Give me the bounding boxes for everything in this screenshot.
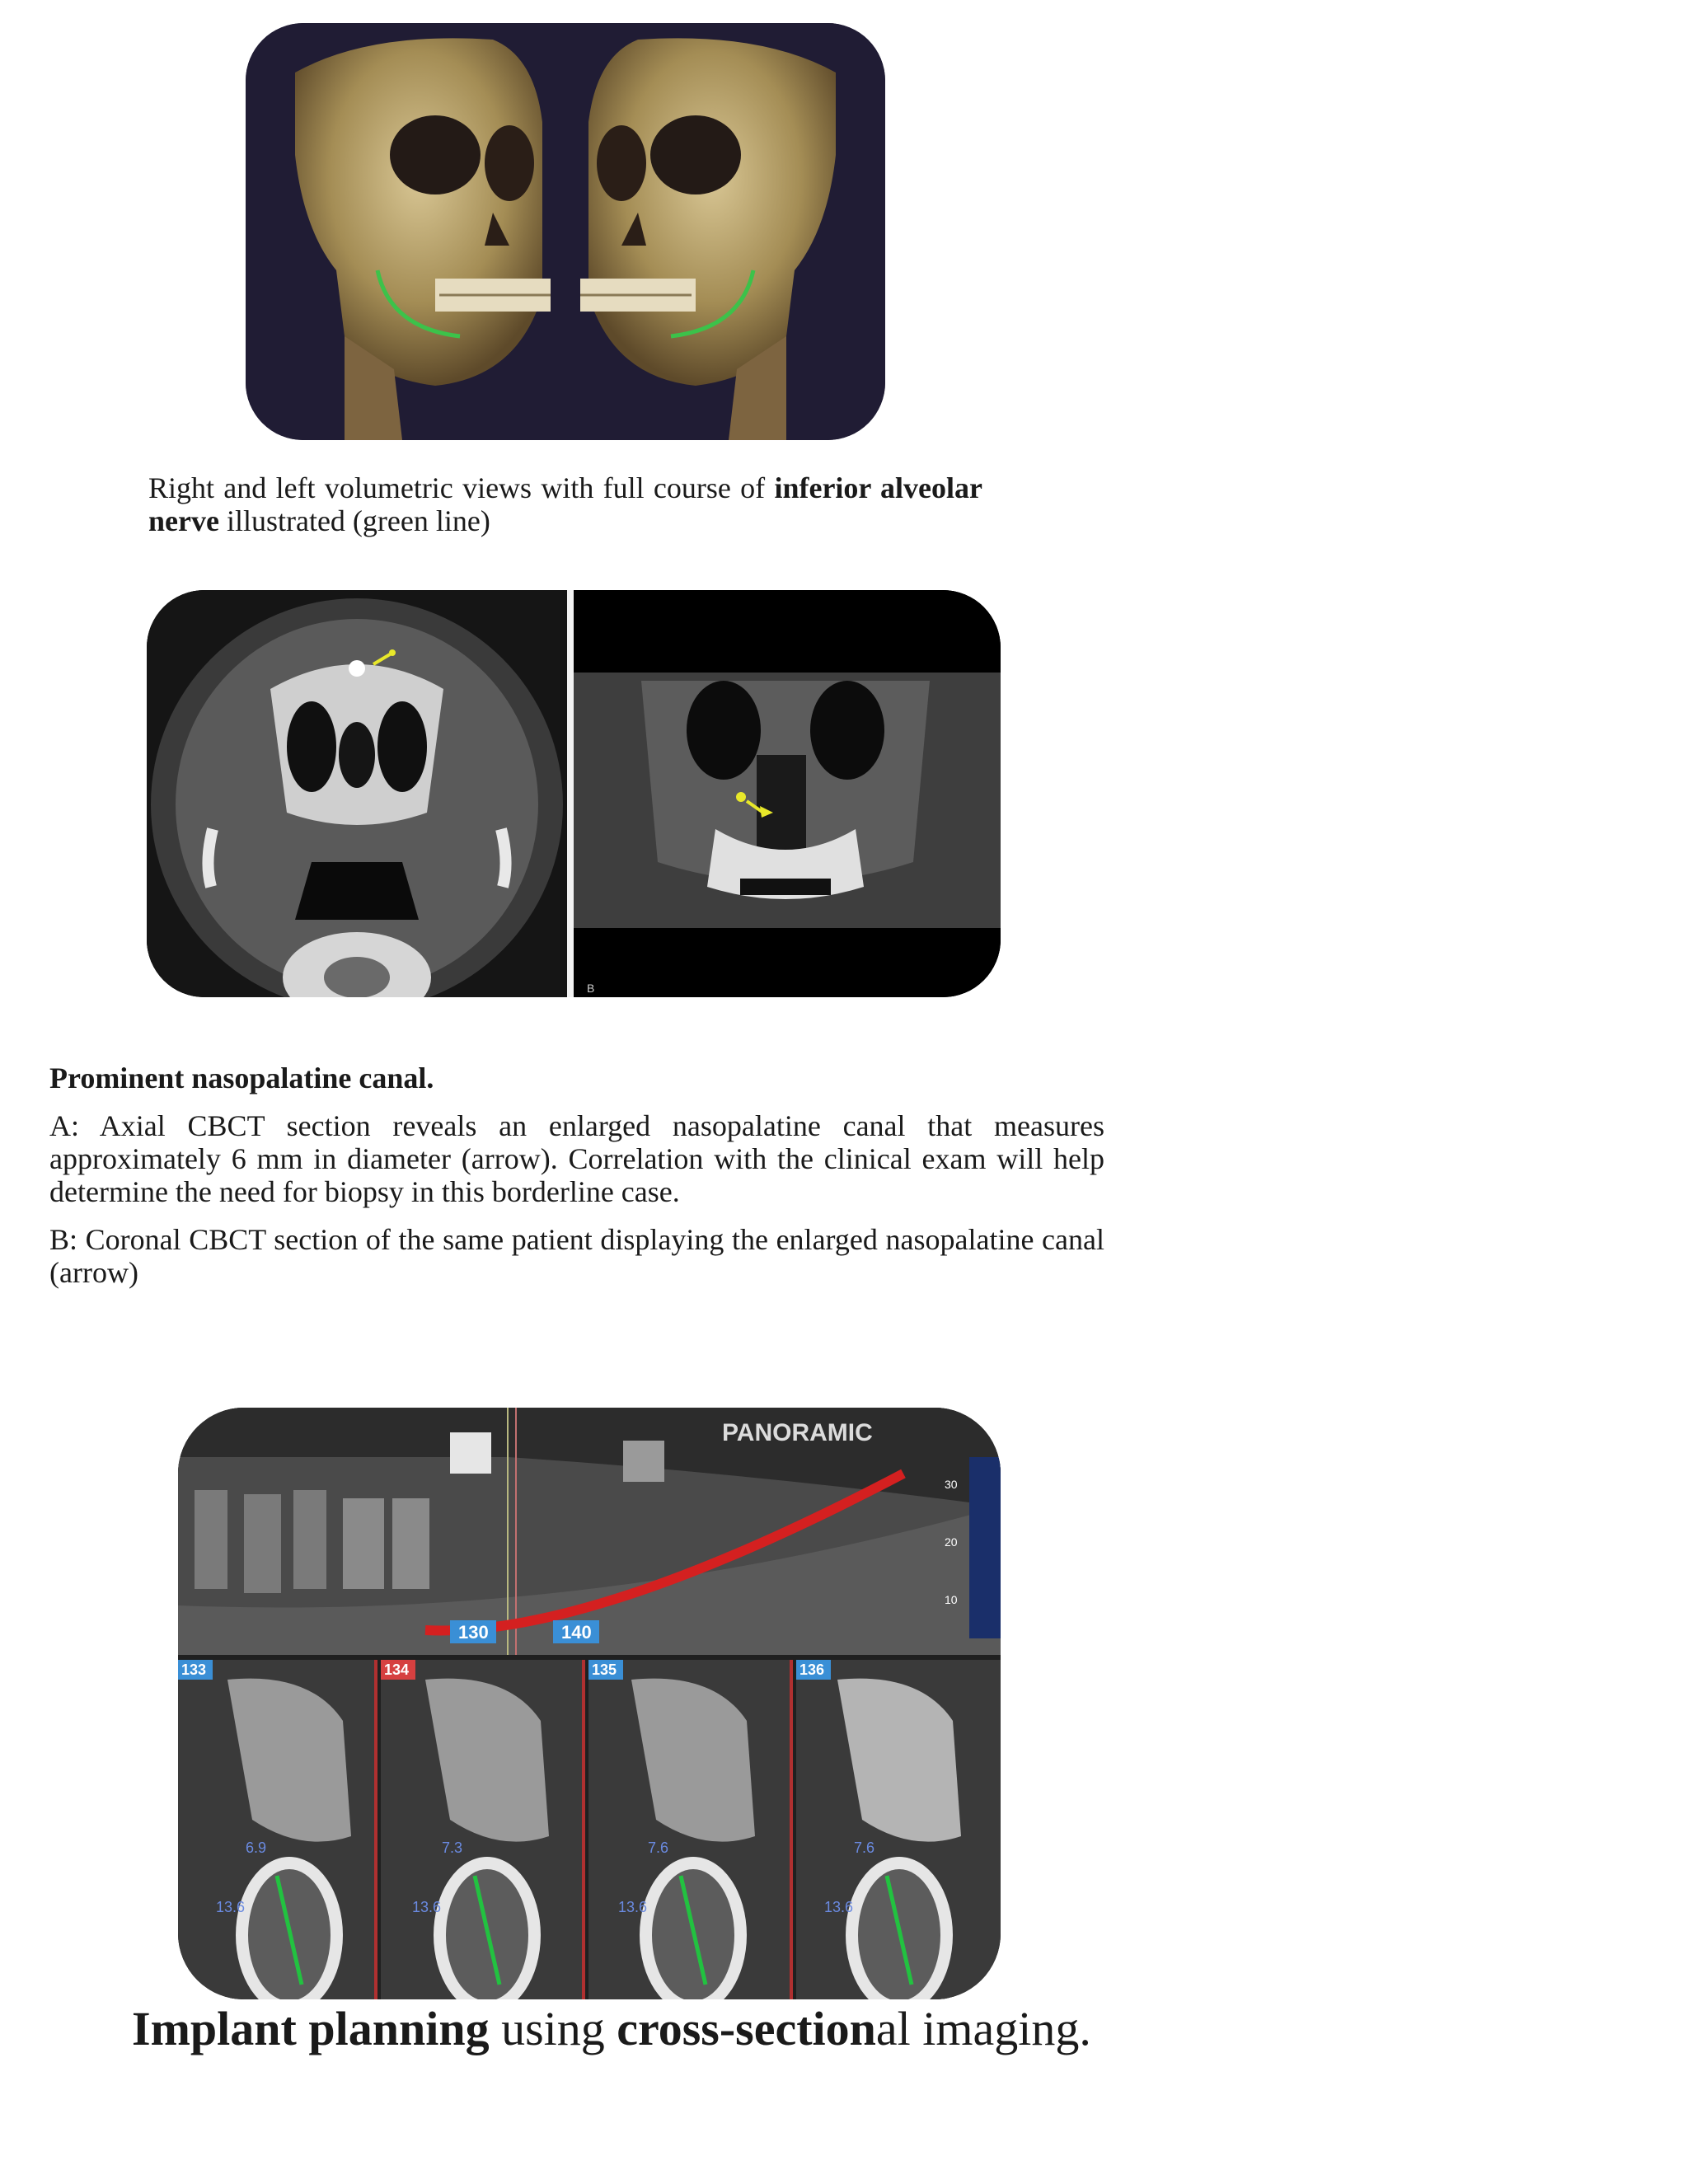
panoramic-label: PANORAMIC xyxy=(722,1419,873,1446)
figure2-paragraph-b: B: Coronal CBCT section of the same patient displaying the enlarged nasopalatine canal (arrow) xyxy=(49,1223,1104,1289)
figure3-caption xyxy=(132,2003,1091,2055)
skull-image-icon xyxy=(246,23,885,440)
height-value: 13.6 xyxy=(216,1899,246,1915)
height-value: 13.6 xyxy=(412,1899,442,1915)
figure2-heading: Prominent nasopalatine canal. xyxy=(49,1062,434,1094)
ruler-mark: 20 xyxy=(945,1535,958,1549)
section-number: 136 xyxy=(799,1661,825,1678)
caption-bold-term: Implant planning xyxy=(132,2002,490,2055)
caption-text: illustrated (green line) xyxy=(218,504,490,537)
width-value: 7.6 xyxy=(648,1840,669,1856)
section-number: 135 xyxy=(592,1661,617,1678)
caption-text: using xyxy=(489,2002,617,2055)
ruler-mark: 30 xyxy=(945,1478,958,1491)
slice-marker: 140 xyxy=(561,1622,592,1643)
width-value: 7.6 xyxy=(854,1840,875,1856)
height-value: 13.6 xyxy=(824,1899,854,1915)
caption-text: al imaging. xyxy=(875,2002,1091,2055)
cbct-nasopalatine-figure xyxy=(147,590,1001,997)
section-number: 134 xyxy=(384,1661,410,1678)
width-value: 6.9 xyxy=(246,1840,267,1856)
slice-marker: 130 xyxy=(458,1622,489,1643)
panel-b-label: B xyxy=(587,982,595,995)
figure2-paragraph-a: A: Axial CBCT section reveals an enlarged nasopalatine canal that measures approximately 6 mm in diameter (arrow). Correlation with the clinical exam will help determine the need for biopsy in this borderline case. xyxy=(49,1109,1104,1208)
cbct-image-icon xyxy=(147,590,1001,997)
caption-bold-term: inferior alveolar nerve xyxy=(148,471,983,537)
implant-planning-figure xyxy=(178,1408,1001,1999)
volumetric-skull-figure xyxy=(246,23,885,440)
figure1-caption xyxy=(148,471,982,537)
width-value: 7.3 xyxy=(442,1840,463,1856)
caption-bold-term: cross-section xyxy=(617,2002,876,2055)
implant-planning-image-icon xyxy=(178,1408,1001,1999)
caption-text: Right and left volumetric views with full course of xyxy=(148,471,775,504)
height-value: 13.6 xyxy=(618,1899,648,1915)
ruler-mark: 10 xyxy=(945,1593,958,1606)
section-number: 133 xyxy=(181,1661,207,1678)
